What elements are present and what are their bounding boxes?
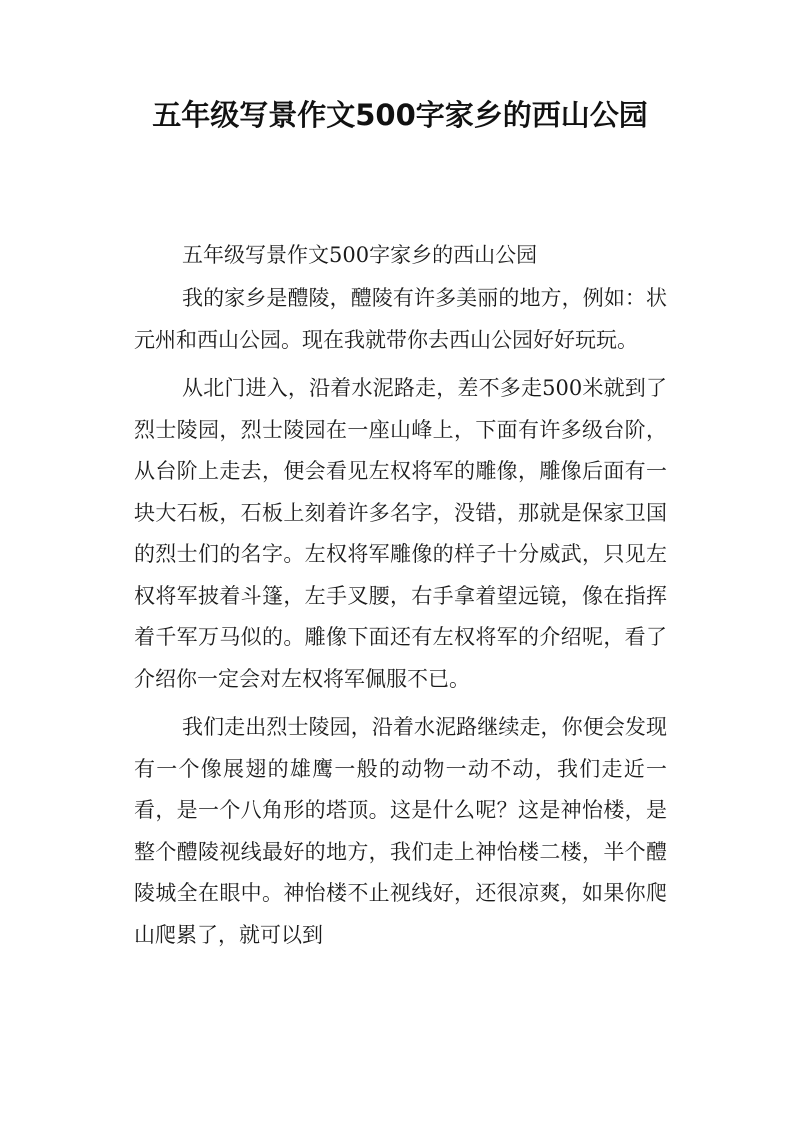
paragraph-1: 我的家乡是醴陵，醴陵有许多美丽的地方，例如：状元州和西山公园。现在我就带你去西山公园好好玩玩。	[134, 286, 667, 352]
document-title: 五年级写景作文500字家乡的西山公园	[152, 98, 648, 132]
paragraph-3: 我们走出烈士陵园，沿着水泥路继续走，你便会发现有一个像展翅的雄鹰一般的动物一动不动，我们走近一看，是一个八角形的塔顶。这是什么呢？这是神怡楼，是整个醴陵视线最好的地方，我们走上神怡楼二楼，半个醴陵城全在眼中。神怡楼不止视线好，还很凉爽，如果你爬山爬累了，就可以到	[134, 715, 667, 947]
document-body	[134, 236, 667, 956]
document-subtitle: 五年级写景作文500字家乡的西山公园	[182, 243, 538, 267]
paragraph-2: 从北门进入，沿着水泥路走，差不多走500米就到了烈士陵园，烈士陵园在一座山峰上，下面有许多级台阶，从台阶上走去，便会看见左权将军的雕像，雕像后面有一块大石板，石板上刻着许多名字，没错，那就是保家卫国的烈士们的名字。左权将军雕像的样子十分威武，只见左权将军披着斗篷，左手叉腰，右手拿着望远镜，像在指挥着千军万马似的。雕像下面还有左权将军的介绍呢，看了介绍你一定会对左权将军佩服不已。	[134, 376, 667, 691]
